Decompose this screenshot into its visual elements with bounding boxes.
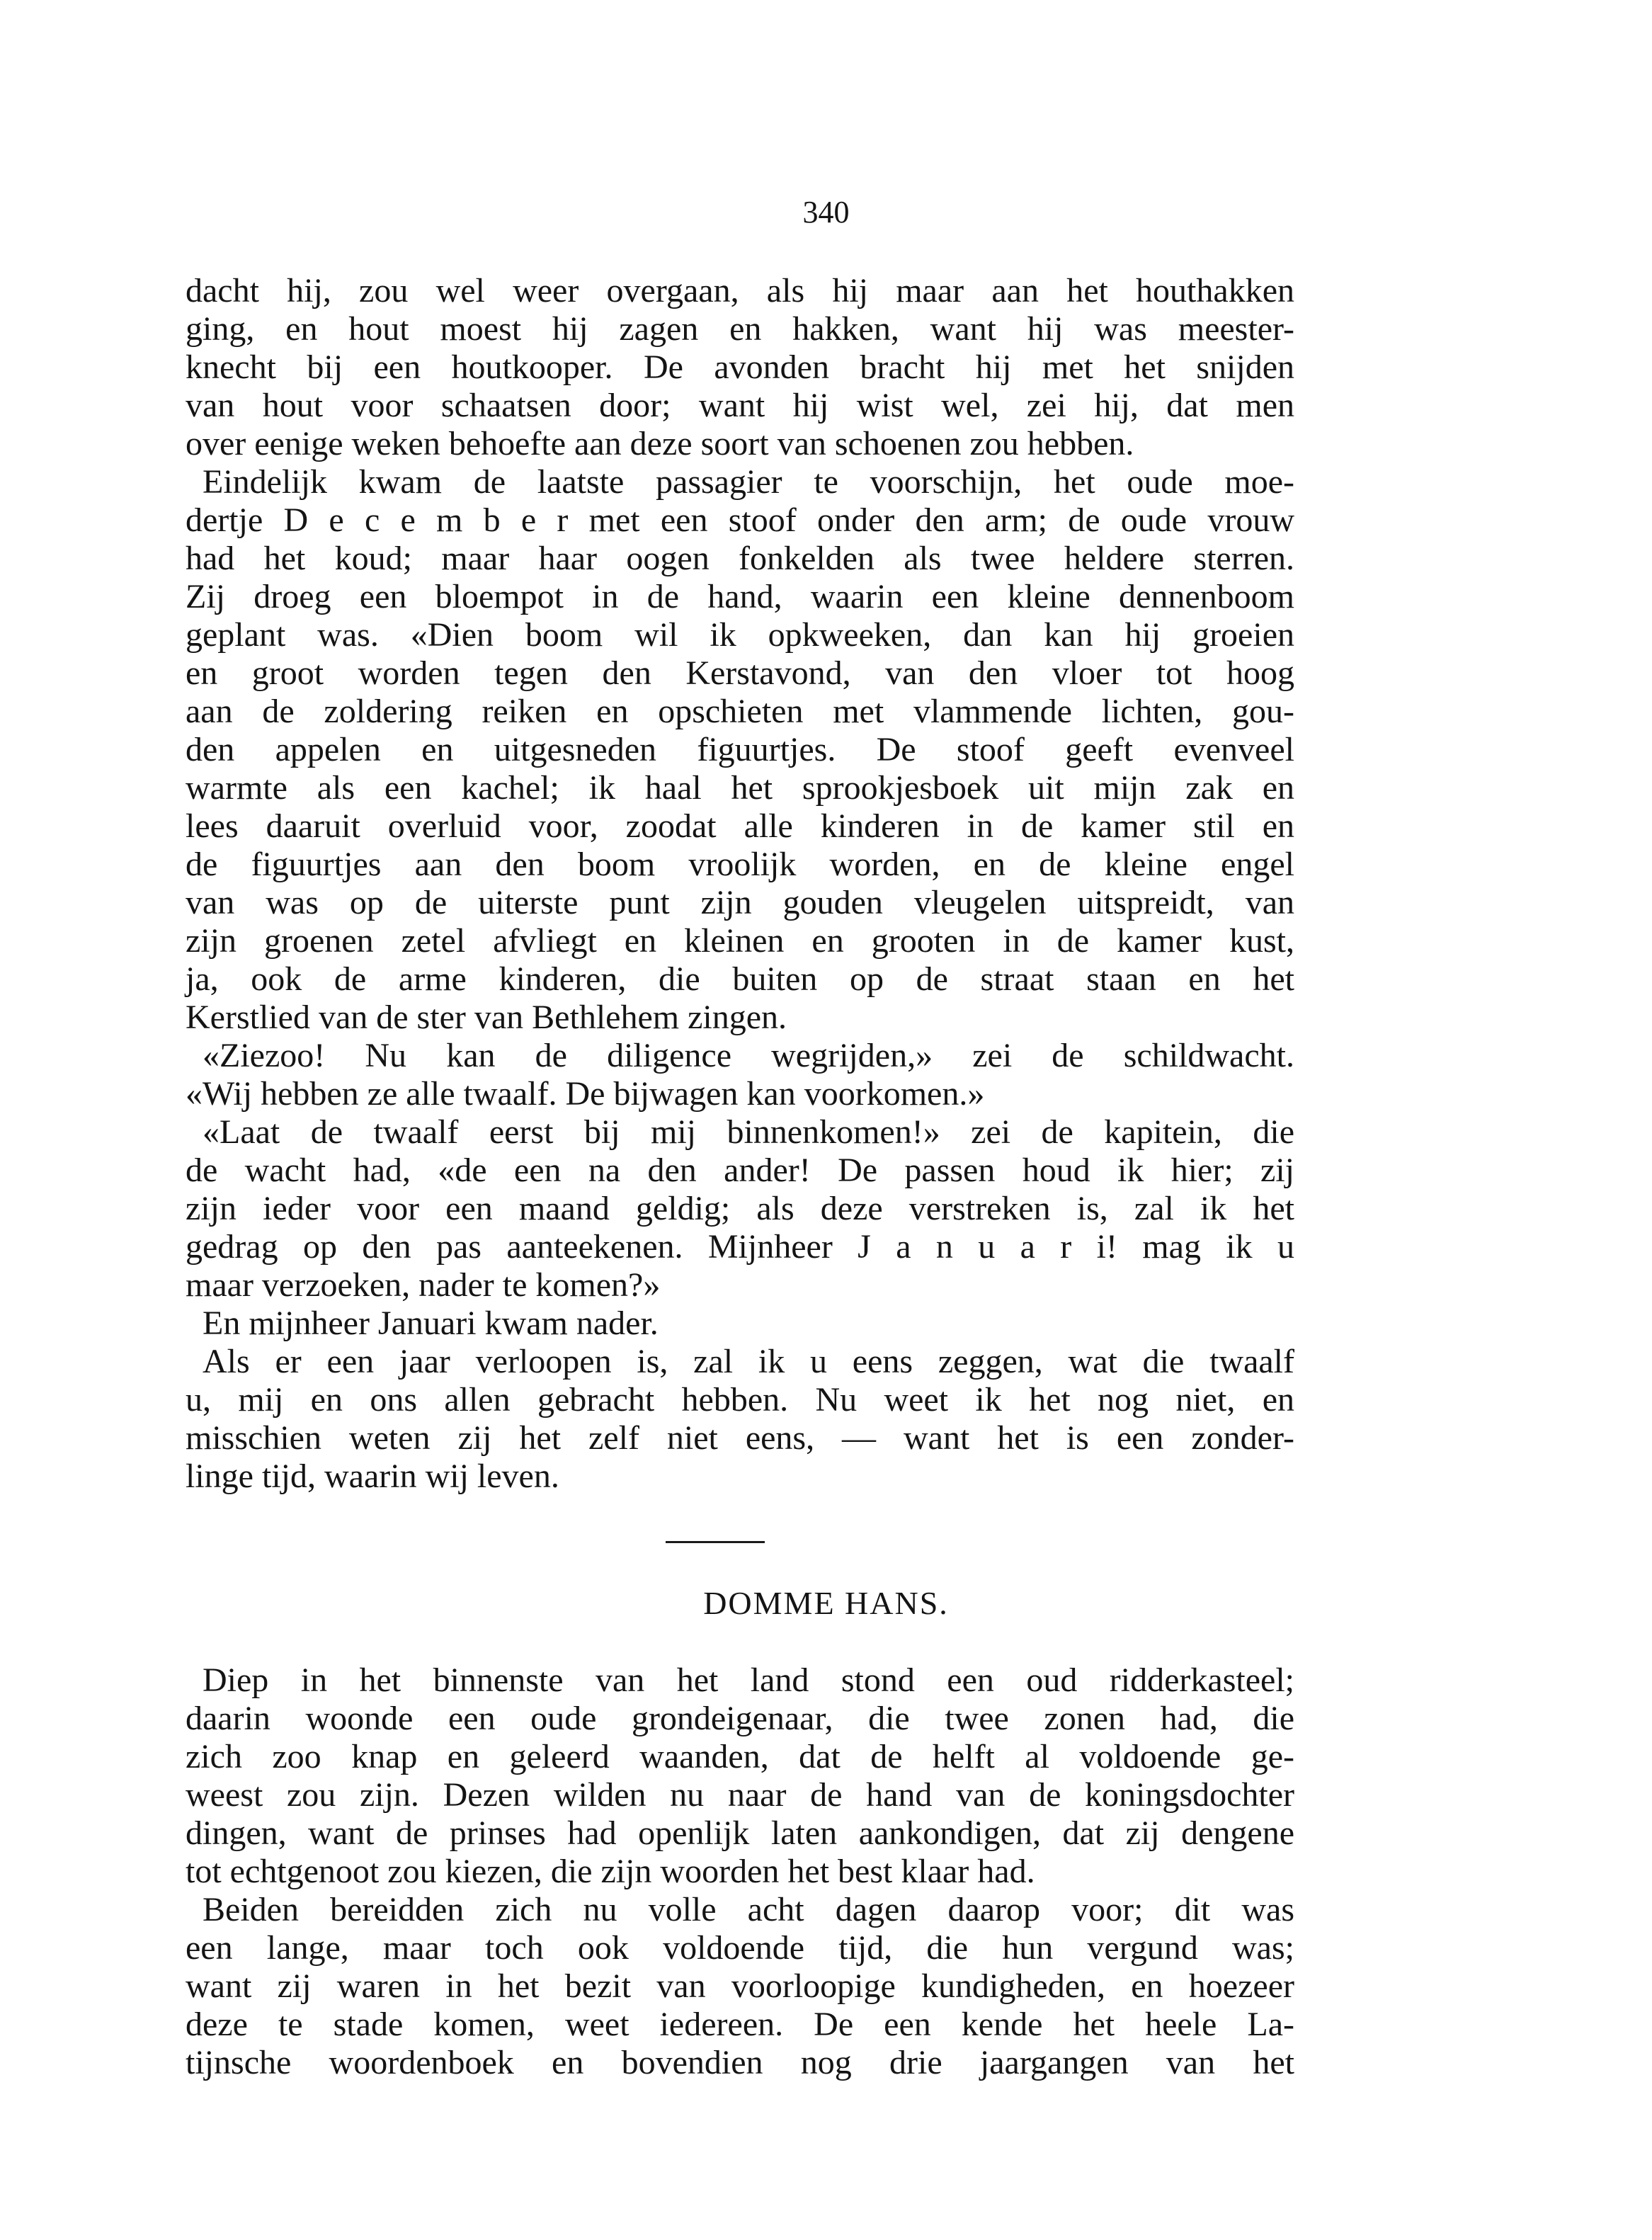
- text-line: dertje D e c e m b e r met een stoof onder den arm; de oude vrouw: [186, 501, 1294, 539]
- text-line: deze te stade komen, weet iedereen. De een kende het heele La-: [186, 2006, 1294, 2043]
- text-line: Beiden bereidden zich nu volle acht dagen daarop voor; dit was: [203, 1891, 1294, 1928]
- text-line: lees daaruit overluid voor, zoodat alle kinderen in de kamer stil en: [186, 807, 1294, 845]
- text-line: «Wij hebben ze alle twaalf. De bijwagen kan voorkomen.»: [186, 1075, 985, 1113]
- text-line: «Ziezoo! Nu kan de diligence wegrijden,» zei de schildwacht.: [203, 1037, 1294, 1074]
- text-line: knecht bij een houtkooper. De avonden bracht hij met het snijden: [186, 348, 1294, 386]
- text-line: en groot worden tegen den Kerstavond, van den vloer tot hoog: [186, 654, 1294, 692]
- text-line: Als er een jaar verloopen is, zal ik u eens zeggen, wat die twaalf: [203, 1343, 1294, 1380]
- text-line: dingen, want de prinses had openlijk laten aankondigen, dat zij dengene: [186, 1814, 1294, 1852]
- text-line: «Laat de twaalf eerst bij mij binnenkomen!» zei de kapitein, die: [203, 1113, 1294, 1151]
- page-number: 340: [802, 195, 850, 229]
- text-line: zijn groenen zetel afvliegt en kleinen en grooten in de kamer kust,: [186, 922, 1294, 960]
- section-title: DOMME HANS.: [703, 1585, 949, 1621]
- text-line: een lange, maar toch ook voldoende tijd, die hun vergund was;: [186, 1929, 1294, 1967]
- text-line: had het koud; maar haar oogen fonkelden als twee heldere sterren.: [186, 540, 1294, 577]
- text-line: zich zoo knap en geleerd waanden, dat de helft al voldoende ge-: [186, 1738, 1294, 1775]
- text-line: aan de zoldering reiken en opschieten met vlammende lichten, gou-: [186, 693, 1294, 730]
- text-line: dacht hij, zou wel weer overgaan, als hij maar aan het houthakken: [186, 272, 1294, 309]
- text-line: gedrag op den pas aanteekenen. Mijnheer J a n u a r i! mag ik u: [186, 1228, 1294, 1266]
- text-line: van hout voor schaatsen door; want hij wist wel, zei hij, dat men: [186, 387, 1294, 424]
- text-line: van was op de uiterste punt zijn gouden vleugelen uitspreidt, van: [186, 884, 1294, 921]
- text-line: de wacht had, «de een na den ander! De passen houd ik hier; zij: [186, 1152, 1294, 1189]
- text-line: want zij waren in het bezit van voorloopige kundigheden, en hoezeer: [186, 1967, 1294, 2005]
- text-line: zijn ieder voor een maand geldig; als deze verstreken is, zal ik het: [186, 1190, 1294, 1227]
- text-line: de figuurtjes aan den boom vroolijk worden, en de kleine engel: [186, 846, 1294, 883]
- text-line: weest zou zijn. Dezen wilden nu naar de hand van de koningsdochter: [186, 1776, 1294, 1814]
- text-line: ging, en hout moest hij zagen en hakken, want hij was meester-: [186, 310, 1294, 348]
- section-divider: [666, 1541, 765, 1543]
- text-line: ja, ook de arme kinderen, die buiten op de straat staan en het: [186, 960, 1294, 998]
- section-body-text: [186, 1661, 1294, 2082]
- text-line: En mijnheer Januari kwam nader.: [203, 1304, 659, 1342]
- text-line: maar verzoeken, nader te komen?»: [186, 1266, 661, 1304]
- text-line: warmte als een kachel; ik haal het sprookjesboek uit mijn zak en: [186, 769, 1294, 807]
- text-line: over eenige weken behoefte aan deze soort van schoenen zou hebben.: [186, 425, 1134, 462]
- text-line: den appelen en uitgesneden figuurtjes. De stoof geeft evenveel: [186, 731, 1294, 768]
- text-line: Kerstlied van de ster van Bethlehem zingen.: [186, 999, 787, 1036]
- text-line: tot echtgenoot zou kiezen, die zijn woorden het best klaar had.: [186, 1853, 1035, 1890]
- text-line: tijnsche woordenboek en bovendien nog drie jaargangen van het: [186, 2044, 1294, 2081]
- text-line: geplant was. «Dien boom wil ik opkweeken, dan kan hij groeien: [186, 616, 1294, 654]
- text-line: linge tijd, waarin wij leven.: [186, 1457, 559, 1495]
- text-line: Zij droeg een bloempot in de hand, waarin een kleine dennenboom: [186, 578, 1294, 615]
- text-line: Diep in het binnenste van het land stond een oud ridderkasteel;: [203, 1661, 1294, 1699]
- story-ending-text: [186, 272, 1294, 1496]
- text-line: misschien weten zij het zelf niet eens, — want het is een zonder-: [186, 1419, 1294, 1457]
- text-line: Eindelijk kwam de laatste passagier te voorschijn, het oude moe-: [203, 463, 1294, 501]
- text-line: daarin woonde een oude grondeigenaar, die twee zonen had, die: [186, 1700, 1294, 1737]
- text-line: u, mij en ons allen gebracht hebben. Nu weet ik het nog niet, en: [186, 1381, 1294, 1419]
